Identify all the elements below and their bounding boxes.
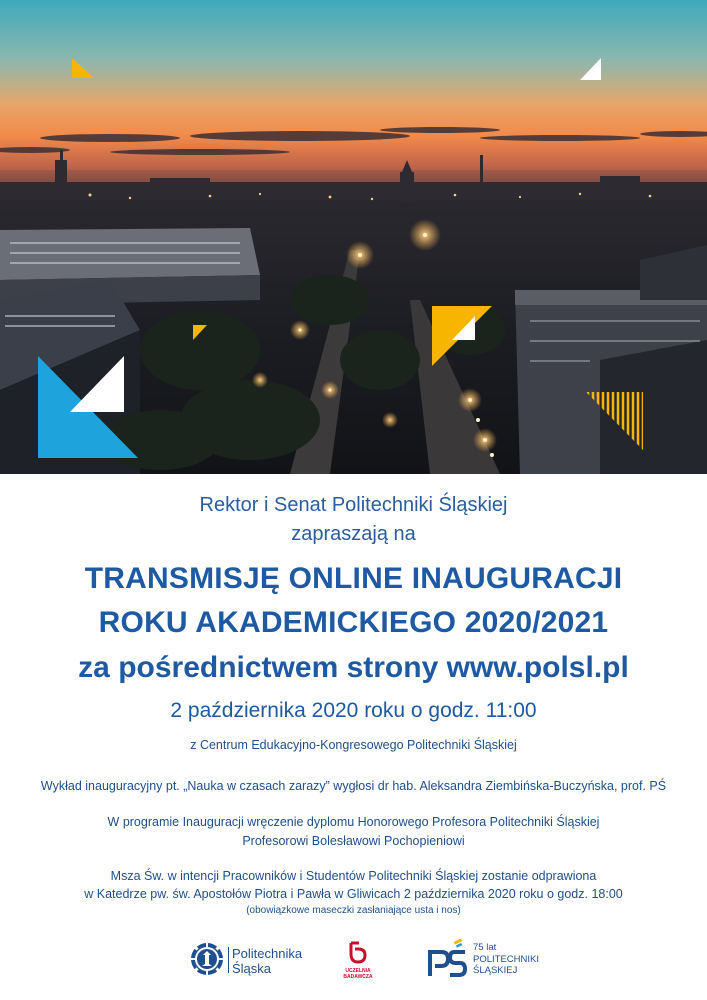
- ps-monogram-icon: [428, 938, 468, 978]
- event-place: z Centrum Edukacyjno-Kongresowego Politechniki Śląskiej: [190, 738, 517, 752]
- programme-line-1: W programie Inauguracji wręczenie dyplomu Honorowego Profesora Politechniki Śląskiej: [107, 815, 600, 829]
- masks-note: (obowiązkowe maseczki zasłaniające usta i nos): [246, 905, 461, 916]
- lecture-info: Wykład inauguracyjny pt. „Nauka w czasach zarazy” wygłosi dr hab. Aleksandra Ziembińska-Buczyńska, prof. PŚ: [40, 779, 667, 793]
- inviter-line: Rektor i Senat Politechniki Śląskiej: [199, 494, 508, 516]
- anniversary-line-3: ŚLĄSKIEJ: [473, 965, 518, 976]
- invite-line: zapraszają na: [291, 523, 416, 545]
- logo-divider: [228, 947, 229, 973]
- politechnika-slaska-logo: [190, 942, 320, 982]
- event-date: 2 października 2020 roku o godz. 11:00: [170, 699, 537, 722]
- research-university-icon: [345, 940, 371, 966]
- mass-line-1: Msza Św. w intencji Pracowników i Studentów Politechniki Śląskiej zostanie odprawiona: [110, 869, 597, 883]
- logo-name-line-1: Politechnika: [232, 946, 303, 961]
- anniversary-line-1: 75 lat: [473, 942, 497, 953]
- mass-line-2: w Katedrze pw. św. Apostołów Piotra i Pawła w Gliwicach 2 października 2020 roku o godz. 18:00: [84, 887, 623, 901]
- ub-line-2: BADAWCZA: [343, 974, 373, 980]
- small-yellow-triangle-icon: [193, 325, 207, 340]
- white-triangle-large-icon: [70, 356, 124, 412]
- striped-triangle-icon: [588, 392, 643, 452]
- headline-line-3: za pośrednictwem strony www.polsl.pl: [78, 651, 629, 684]
- headline-line-2: ROKU AKADEMICKIEGO 2020/2021: [98, 606, 609, 639]
- programme-line-2: Profesorowi Bolesławowi Pochopieniowi: [242, 834, 465, 848]
- decorative-triangles: [0, 0, 707, 474]
- yellow-triangle-icon: [72, 58, 94, 78]
- logo-name-line-2: Śląska: [232, 961, 272, 976]
- ub-line-1: UCZELNIA: [345, 968, 371, 974]
- uczelnia-badawcza-logo: [340, 940, 376, 990]
- anniversary-line-2: POLITECHNIKI: [473, 954, 539, 965]
- university-emblem-icon: [190, 942, 224, 976]
- anniversary-75-logo: [428, 938, 558, 984]
- hero-city-photo: [0, 0, 707, 474]
- headline-line-1: TRANSMISJĘ ONLINE INAUGURACJI: [84, 562, 623, 595]
- white-triangle-icon: [580, 58, 601, 80]
